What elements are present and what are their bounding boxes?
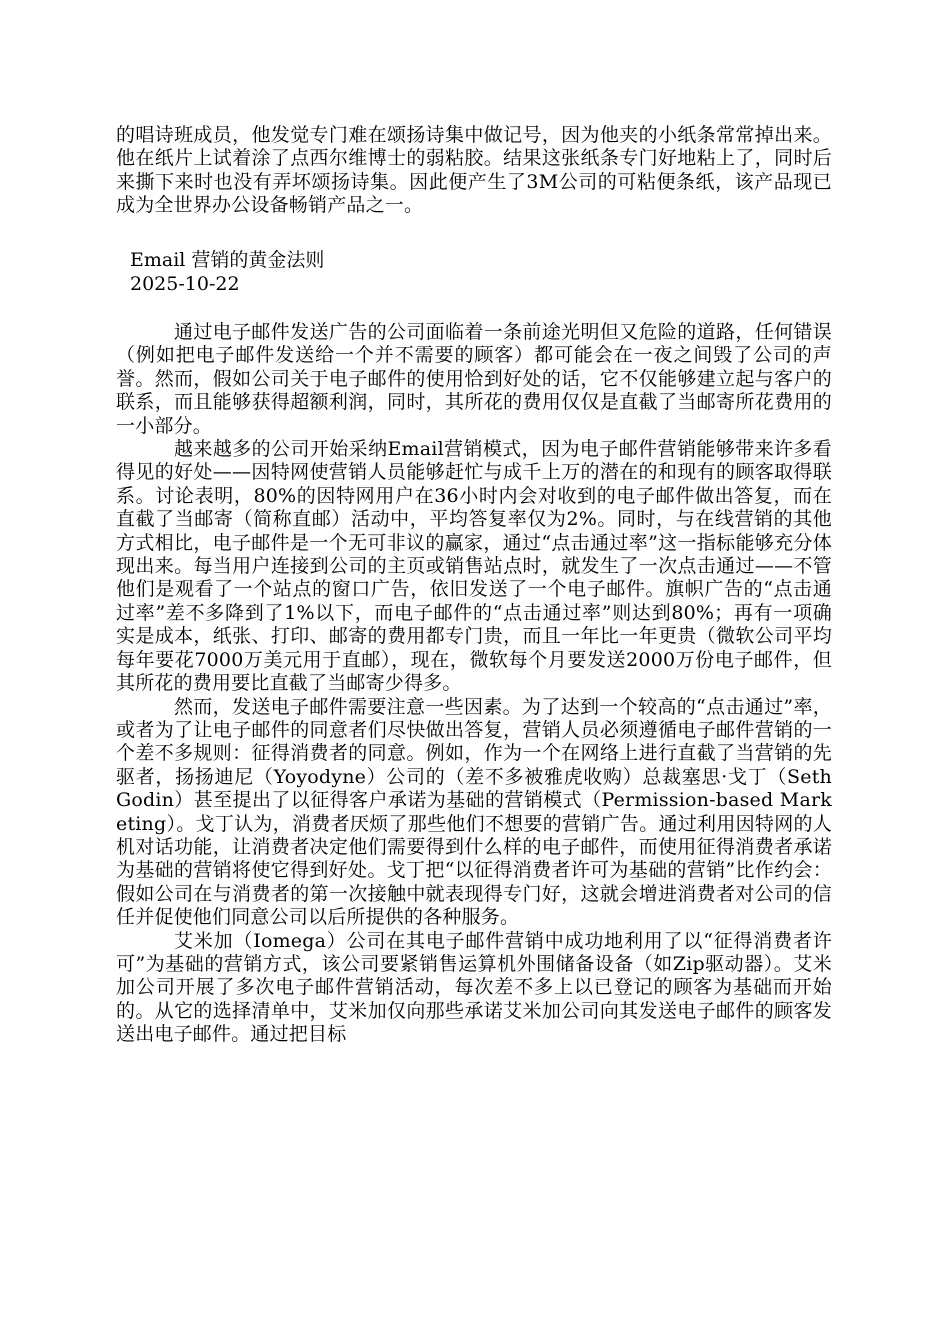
article-paragraph: 越来越多的公司开始采纳Email营销模式，因为电子邮件营销能够带来许多看得见的好处——因特网使营销人员能够赶忙与成千上万的潜在的和现有的顾客取得联系。讨论表明，80%的因特网用户在36小时内会对收到的电子邮件做出答复，而在直截了当邮寄（简称直邮）活动中，平均答复率仅为2%。同时，与在线营销的其他方式相比，电子邮件是一个无可非议的赢家，通过“点击通过率”这一指标能够充分体现出来。每当用户连接到公司的主页或销售站点时，就发生了一次点击通过——不管他们是观看了一个站点的窗口广告，依旧发送了一个电子邮件。旗帜广告的“点击通过率”差不多降到了1%以下，而电子邮件的“点击通过率”则达到80%；再有一项确实是成本，纸张、打印、邮寄的费用都专门贵，而且一年比一年更贵（微软公司平均每年要花7000万美元用于直邮），现在，微软每个月要发送2000万份电子邮件，但其所花的费用要比直截了当邮寄少得多。: [116, 438, 832, 695]
article-header: [130, 248, 324, 296]
article-body: [116, 321, 832, 1047]
article-paragraph: 艾米加（Iomega）公司在其电子邮件营销中成功地利用了以“征得消费者许可”为基础的营销方式，该公司要紧销售运算机外围储备设备（如Zip驱动器）。艾米加公司开展了多次电子邮件营销活动，每次差不多上以已登记的顾客为基础而开始的。从它的选择清单中，艾米加仅向那些承诺艾米加公司向其发送电子邮件的顾客发送出电子邮件。通过把目标: [116, 929, 832, 1046]
article-paragraph: 然而，发送电子邮件需要注意一些因素。为了达到一个较高的“点击通过”率，或者为了让电子邮件的同意者们尽快做出答复，营销人员必须遵循电子邮件营销的一个差不多规则：征得消费者的同意。例如，作为一个在网络上进行直截了当营销的先驱者，扬扬迪尼（Yoyodyne）公司的（差不多被雅虎收购）总裁塞思·戈丁（Seth Godin）甚至提出了以征得客户承诺为基础的营销模式（Permission-based Marketing）。戈丁认为，消费者厌烦了那些他们不想要的营销广告。通过利用因特网的人机对话功能，让消费者决定他们需要得到什么样的电子邮件，而使用征得消费者承诺为基础的营销将使它得到好处。戈丁把“以征得消费者许可为基础的营销”比作约会：假如公司在与消费者的第一次接触中就表现得专门好，这就会增进消费者对公司的信任并促使他们同意公司以后所提供的各种服务。: [116, 695, 832, 929]
intro-paragraph: 的唱诗班成员，他发觉专门难在颂扬诗集中做记号，因为他夹的小纸条常常掉出来。他在纸片上试着涂了点西尔维博士的弱粘胶。结果这张纸条专门好地粘上了，同时后来撕下来时也没有弄坏颂扬诗集。因此便产生了3M公司的可粘便条纸，该产品现已成为全世界办公设备畅销产品之一。: [116, 124, 832, 217]
article-title: Email 营销的黄金法则: [130, 249, 325, 271]
article-paragraph: 通过电子邮件发送广告的公司面临着一条前途光明但又危险的道路，任何错误（例如把电子邮件发送给一个并不需要的顾客）都可能会在一夜之间毁了公司的声誉。然而，假如公司关于电子邮件的使用恰到好处的话，它不仅能够建立起与客户的联系，而且能够获得超额利润，同时，其所花的费用仅仅是直截了当邮寄所花费用的一小部分。: [116, 321, 832, 437]
article-date: 2025-10-22: [130, 273, 240, 295]
